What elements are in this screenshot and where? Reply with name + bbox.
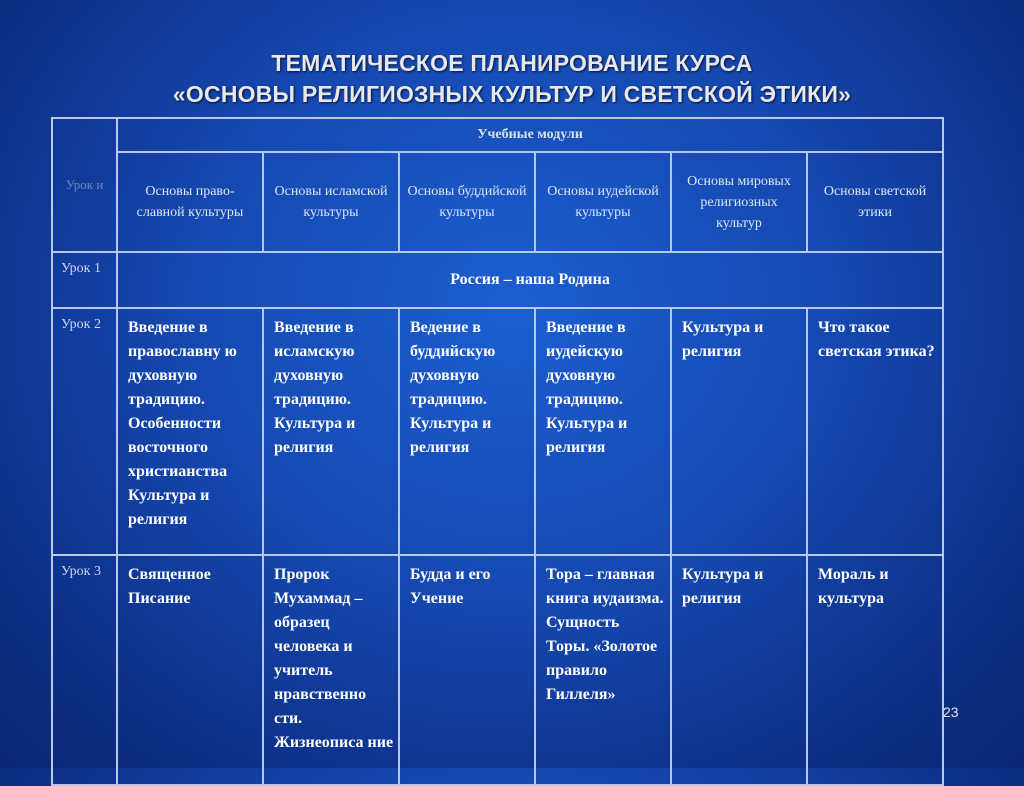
- table-cell: Что такое светская этика?: [807, 308, 943, 555]
- planning-table: [51, 117, 944, 786]
- module-jewish: Основы иудейской культуры: [535, 152, 671, 252]
- table-cell: Тора – главная книга иудаизма. Сущность Торы. «Золотое правило Гиллеля»: [535, 555, 671, 785]
- module-world-religions: Основы мировых религиозных культур: [671, 152, 807, 252]
- table-cell: Введение в исламскую духовную традицию. Культура и религия: [263, 308, 399, 555]
- header-row-1: [52, 118, 943, 152]
- table-cell: Будда и его Учение: [399, 555, 535, 785]
- table-row: [52, 308, 943, 555]
- module-orthodox: Основы право-славной культуры: [117, 152, 263, 252]
- table-cell: Культура и религия: [671, 308, 807, 555]
- module-islamic: Основы исламской культуры: [263, 152, 399, 252]
- module-buddhist: Основы буддийской культуры: [399, 152, 535, 252]
- lesson-label: Урок 3: [52, 555, 117, 785]
- table-cell: Священное Писание: [117, 555, 263, 785]
- merged-cell: Россия – наша Родина: [117, 252, 943, 308]
- table-cell: Введение в православну ю духовную традицию. Особенности восточного христианства Культура и религия: [117, 308, 263, 555]
- modules-header: Учебные модули: [117, 118, 943, 152]
- table-row: [52, 555, 943, 785]
- lesson-label: Урок 1: [52, 252, 117, 308]
- slide-title: [0, 48, 1024, 110]
- page-number: 23: [943, 704, 959, 720]
- table-row: [52, 252, 943, 308]
- title-line-1: ТЕМАТИЧЕСКОЕ ПЛАНИРОВАНИЕ КУРСА: [271, 50, 753, 76]
- table-cell: Ведение в буддийскую духовную традицию. Культура и религия: [399, 308, 535, 555]
- header-row-2: [52, 152, 943, 252]
- module-secular-ethics: Основы светской этики: [807, 152, 943, 252]
- lesson-header: Урок и: [52, 118, 117, 252]
- table-cell: Культура и религия: [671, 555, 807, 785]
- lesson-label: Урок 2: [52, 308, 117, 555]
- title-line-2: «ОСНОВЫ РЕЛИГИОЗНЫХ КУЛЬТУР И СВЕТСКОЙ ЭТИКИ»: [172, 81, 852, 107]
- table-cell: Пророк Мухаммад – образец человека и учитель нравственно сти. Жизнеописа ние: [263, 555, 399, 785]
- table-cell: Введение в иудейскую духовную традицию. Культура и религия: [535, 308, 671, 555]
- table-cell: Мораль и культура: [807, 555, 943, 785]
